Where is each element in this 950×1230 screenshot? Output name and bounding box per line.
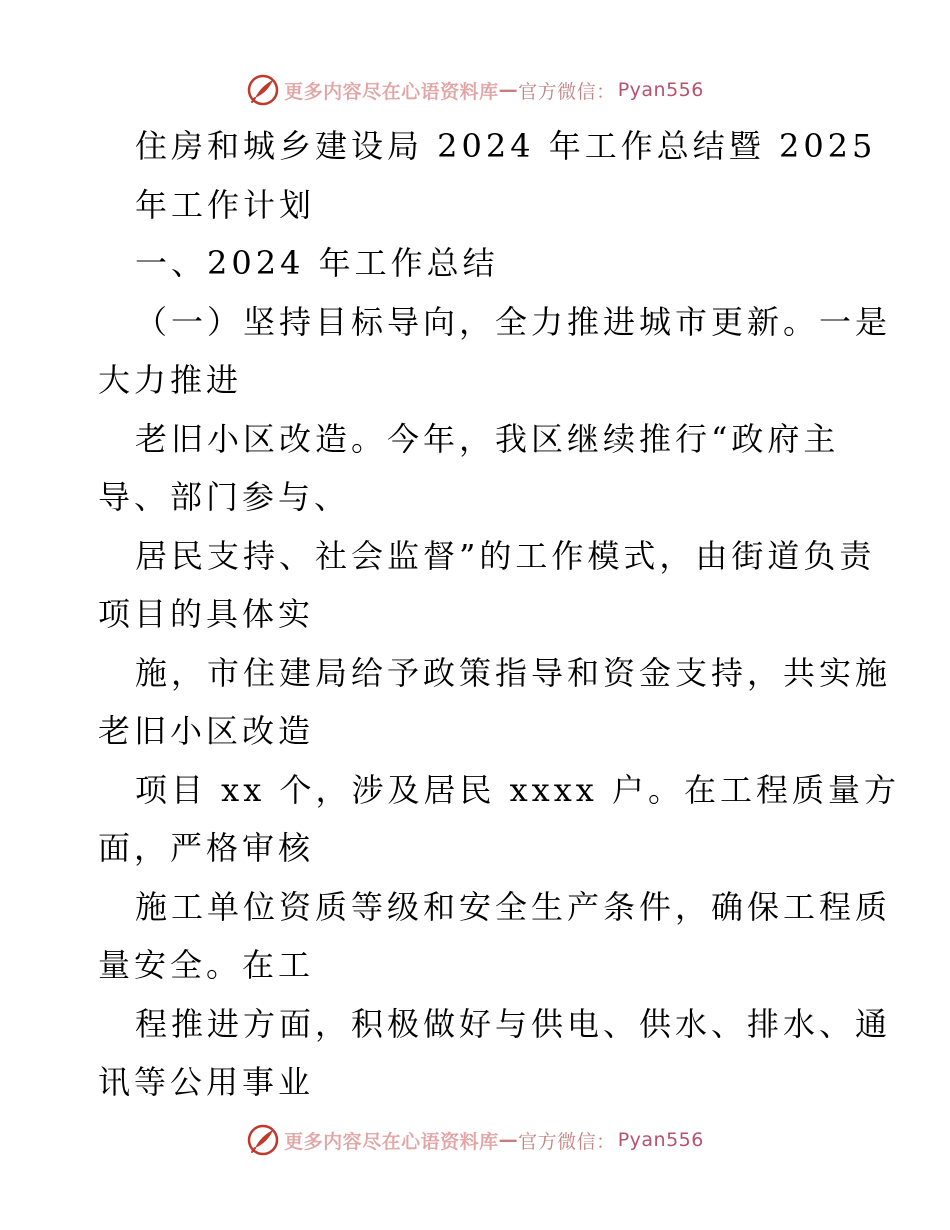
paragraph-line: 面，严格审核: [98, 829, 315, 867]
feather-quill-logo: [246, 73, 280, 107]
watermark-dash: —: [498, 79, 519, 101]
paragraph-line: 施，市住建局给予政策指导和资金支持，共实施: [135, 653, 892, 692]
watermark-wechat-id: Pyan556: [617, 1129, 704, 1151]
footer-watermark: [0, 1120, 950, 1160]
paragraph-line: 项目 xx 个，涉及居民 xxxx 户。在工程质量方: [135, 770, 900, 809]
paragraph-line: 项目的具体实: [98, 595, 315, 633]
feather-quill-logo: [246, 1123, 280, 1157]
paragraph-line: 导、部门参与、: [98, 478, 351, 516]
section-heading: 一、2024 年工作总结: [135, 244, 499, 282]
paragraph-line: 大力推进: [98, 361, 243, 399]
watermark-wechat-label: 官方微信：: [518, 1130, 616, 1153]
watermark-wechat-label: 官方微信：: [518, 80, 616, 103]
paragraph-line: 老旧小区改造: [98, 712, 315, 750]
header-watermark: [0, 70, 950, 110]
paragraph-line: 老旧小区改造。今年，我区继续推行“政府主: [135, 419, 840, 458]
paragraph-line: 讯等公用事业: [98, 1063, 315, 1101]
document-title-line-2: 年工作计划: [135, 185, 316, 224]
watermark-wechat-id: Pyan556: [617, 79, 704, 101]
watermark-dash: —: [498, 1129, 519, 1151]
document-body: [98, 117, 900, 1112]
watermark-text: 更多内容尽在心语资料库: [284, 1130, 499, 1153]
document-title-line-1: 住房和城乡建设局 2024 年工作总结暨 2025: [135, 127, 877, 165]
watermark-text: 更多内容尽在心语资料库: [284, 80, 499, 103]
paragraph-line: （一）坚持目标导向，全力推进城市更新。一是: [135, 302, 892, 341]
paragraph-line: 量安全。在工: [98, 946, 315, 984]
paragraph-line: 施工单位资质等级和安全生产条件，确保工程质: [135, 887, 892, 926]
paragraph-line: 居民支持、社会监督”的工作模式，由街道负责: [135, 536, 876, 575]
paragraph-line: 程推进方面，积极做好与供电、供水、排水、通: [135, 1004, 892, 1043]
